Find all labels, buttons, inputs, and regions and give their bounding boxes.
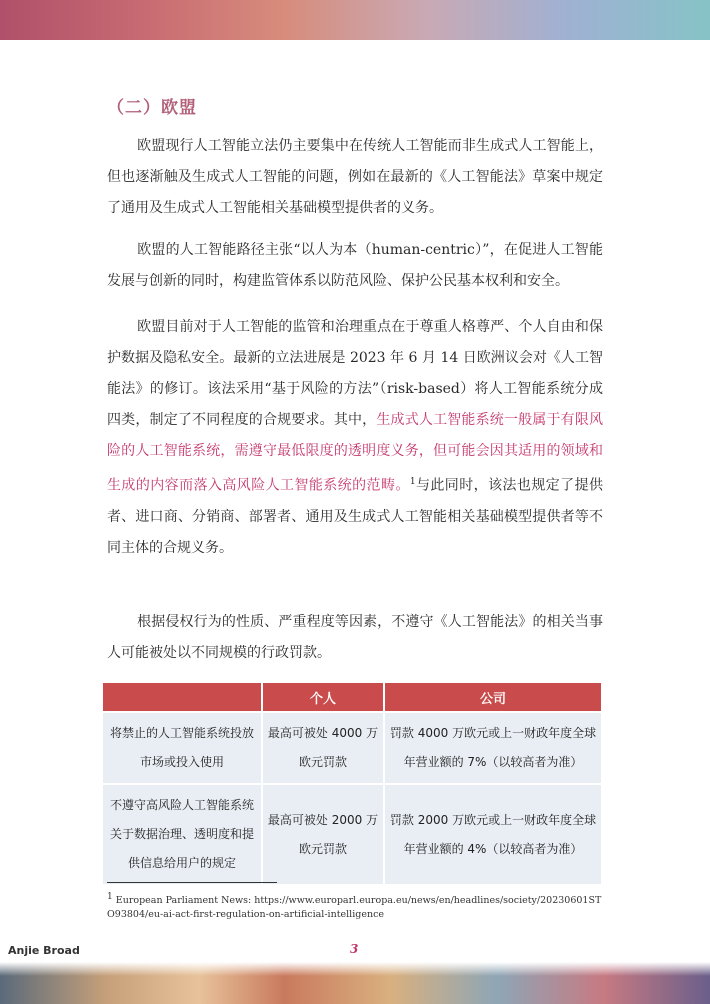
paragraph-1 — [107, 131, 603, 224]
brand-label: Anjie Broad — [8, 944, 80, 957]
table-header-row — [103, 683, 601, 711]
footer-decor-band — [0, 962, 710, 1004]
paragraph-2 — [107, 235, 603, 297]
table-cell-individual-fine: 最高可被处 4000 万欧元罚款 — [263, 713, 383, 783]
paragraph-4-text: 根据侵权行为的性质、严重程度等因素，不遵守《人工智能法》的相关当事人可能被处以不同规模的行政罚款。 — [107, 614, 603, 661]
paragraph-3-before: 欧盟目前对于人工智能的监管和治理重点在于尊重人格尊严、个人自由和保护数据及隐私安全。最新的立法进展是 2023 年 6 月 14 日欧洲议会对《人工智能法》的修订。该法采用“基于风险的方法”（risk-based）将人工智能系统分成四类，制定了不同程度的合规要求。其中， — [107, 319, 603, 428]
table-cell-company-fine: 罚款 4000 万欧元或上一财政年度全球年营业额的 7%（以较高者为准） — [385, 713, 601, 783]
footnote — [107, 890, 603, 922]
paragraph-3 — [107, 312, 603, 564]
paragraph-2-text: 欧盟的人工智能路径主张“以人为本（human-centric）”，在促进人工智能发展与创新的同时，构建监管体系以防范风险、保护公民基本权利和安全。 — [107, 242, 603, 289]
section-heading: （二）欧盟 — [107, 98, 197, 118]
fine-table — [101, 681, 603, 886]
header-decor-band — [0, 0, 710, 40]
paragraph-1-text: 欧盟现行人工智能立法仍主要集中在传统人工智能而非生成式人工智能上，但也逐渐触及生成式人工智能的问题，例如在最新的《人工智能法》草案中规定了通用及生成式人工智能相关基础模型提供者的义务。 — [107, 138, 603, 216]
footnote-ref[interactable]: 1 — [409, 477, 416, 487]
paragraph-3-highlight: 生成式人工智能系统一般属于有限风险的人工智能系统，需遵守最低限度的透明度义务，但可能会因其适用的领域和生成的内容而落入高风险人工智能系统的范畴。 — [107, 412, 604, 494]
table-cell-violation: 不遵守高风险人工智能系统关于数据治理、透明度和提供信息给用户的规定 — [103, 785, 261, 884]
table-row — [103, 785, 601, 884]
paragraph-3-after: 与此同时，该法也规定了提供者、进口商、分销商、部署者、通用及生成式人工智能相关基础模型提供者等不同主体的合规义务。 — [107, 477, 604, 556]
footnote-text[interactable]: European Parliament News: https://www.europarl.europa.eu/news/en/headlines/society/20230601STO93804/eu-ai-act-first-regulation-on-artificial-intelligence — [107, 895, 602, 921]
paragraph-4 — [107, 607, 603, 669]
table-cell-individual-fine: 最高可被处 2000 万欧元罚款 — [263, 785, 383, 884]
footnote-divider — [107, 882, 277, 883]
table-row — [103, 713, 601, 783]
table-header-company: 公司 — [385, 683, 601, 711]
table-header-blank — [103, 683, 261, 711]
footnote-number: 1 — [107, 892, 113, 902]
page-number: 3 — [350, 942, 359, 956]
table-cell-company-fine: 罚款 2000 万欧元或上一财政年度全球年营业额的 4%（以较高者为准） — [385, 785, 601, 884]
table-cell-violation: 将禁止的人工智能系统投放市场或投入使用 — [103, 713, 261, 783]
table-header-individual: 个人 — [263, 683, 383, 711]
